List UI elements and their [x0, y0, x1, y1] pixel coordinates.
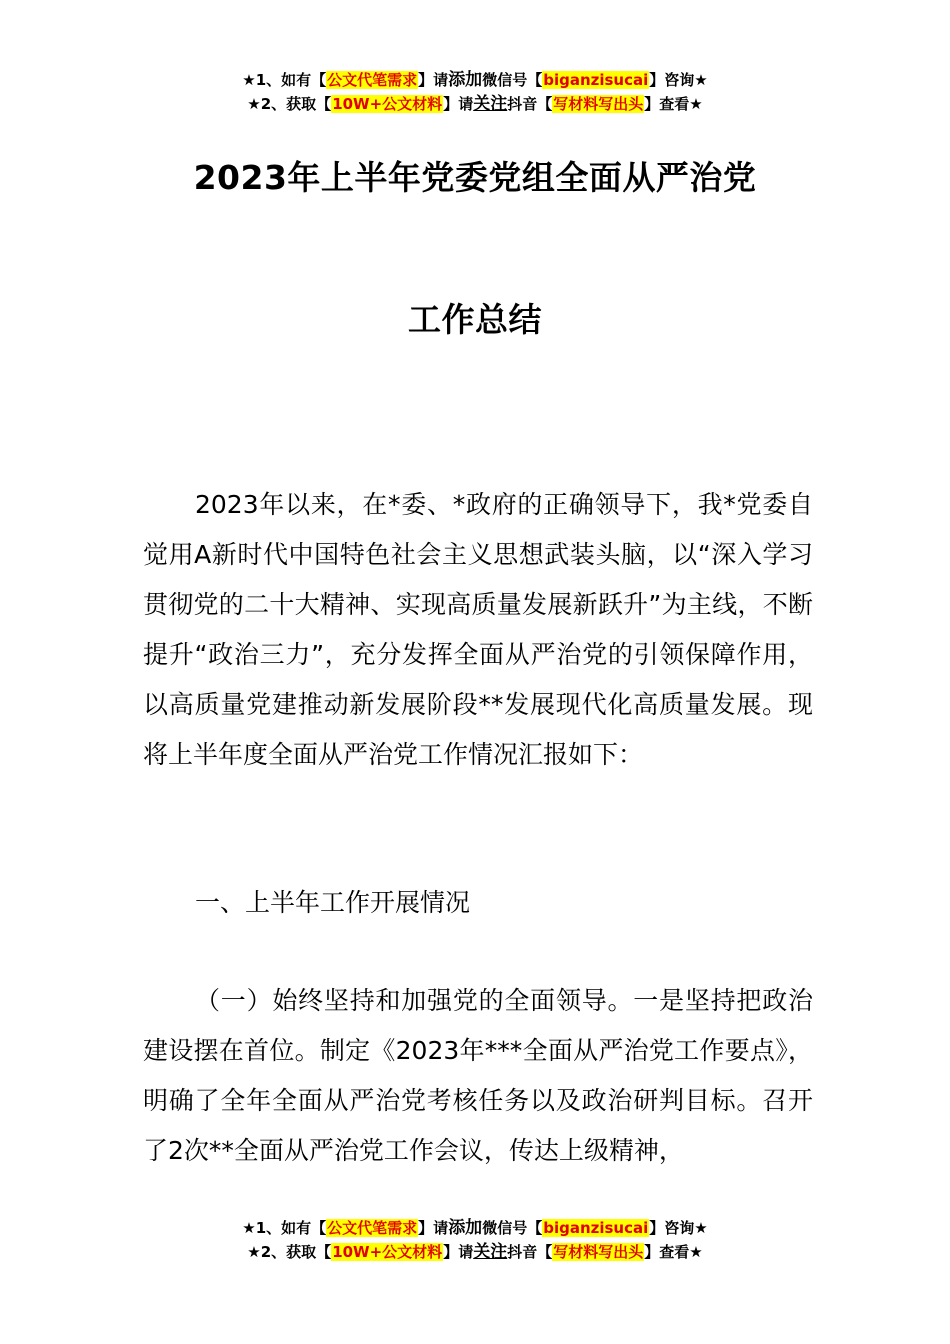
promo-text: 微信号【 [482, 71, 543, 89]
promo-line-1 [0, 1216, 950, 1240]
promo-text: ★1、如有【 [242, 71, 327, 89]
body-paragraph: （一）始终坚持和加强党的全面领导。一是坚持把政治建设摆在首位。制定《2023年***全面从严治党工作要点》，明确了全年全面从严治党考核任务以及政治研判目标。召开了2次**全面从严治党工作会议，传达上级精神， [143, 986, 813, 1165]
promo-text: 抖音【 [507, 95, 553, 113]
promo-highlight: 写材料写出头 [553, 95, 644, 113]
promo-text: ★2、获取【 [247, 95, 332, 113]
promo-highlight: 写材料写出头 [553, 1243, 644, 1261]
promo-line-2 [0, 1240, 950, 1264]
promo-highlight: 10W+公文材料 [332, 1243, 443, 1261]
document-title-line2: 工作总结 [408, 300, 542, 339]
promo-text: 】咨询★ [649, 71, 708, 89]
promo-highlight: 10W+公文材料 [332, 95, 443, 113]
promo-text: ★1、如有【 [242, 1219, 327, 1237]
promo-emphasis: 关注 [473, 1242, 508, 1262]
promo-line-1 [0, 68, 950, 92]
promo-text: 抖音【 [507, 1243, 553, 1261]
promo-text: 微信号【 [482, 1219, 543, 1237]
promo-highlight: 公文代笔需求 [327, 71, 418, 89]
document-title: 2023年上半年党委党组全面从严治党 [193, 158, 757, 197]
promo-emphasis: 添加 [448, 1218, 483, 1238]
promo-text: 】请 [418, 71, 449, 89]
promo-emphasis: 关注 [473, 94, 508, 114]
section-heading: 一、上半年工作开展情况 [195, 888, 471, 917]
promo-emphasis: 添加 [448, 70, 483, 90]
promo-banner-bottom [0, 1216, 950, 1264]
promo-text: 】查看★ [644, 95, 703, 113]
promo-highlight: 公文代笔需求 [327, 1219, 418, 1237]
promo-banner-top [0, 68, 950, 116]
promo-text: 】请 [418, 1219, 449, 1237]
promo-highlight: biganzisucai [543, 1219, 649, 1237]
intro-paragraph: 2023年以来，在*委、*政府的正确领导下，我*党委自觉用A新时代中国特色社会主义思想武装头脑，以“深入学习贯彻党的二十大精神、实现高质量发展新跃升”为主线，不断提升“政治三力”，充分发挥全面从严治党的引领保障作用，以高质量党建推动新发展阶段**发展现代化高质量发展。现将上半年度全面从严治党工作情况汇报如下： [143, 490, 813, 769]
promo-text: 】咨询★ [649, 1219, 708, 1237]
promo-text: ★2、获取【 [247, 1243, 332, 1261]
promo-text: 】请 [443, 95, 474, 113]
promo-text: 】查看★ [644, 1243, 703, 1261]
promo-line-2 [0, 92, 950, 116]
promo-highlight: biganzisucai [543, 71, 649, 89]
promo-text: 】请 [443, 1243, 474, 1261]
